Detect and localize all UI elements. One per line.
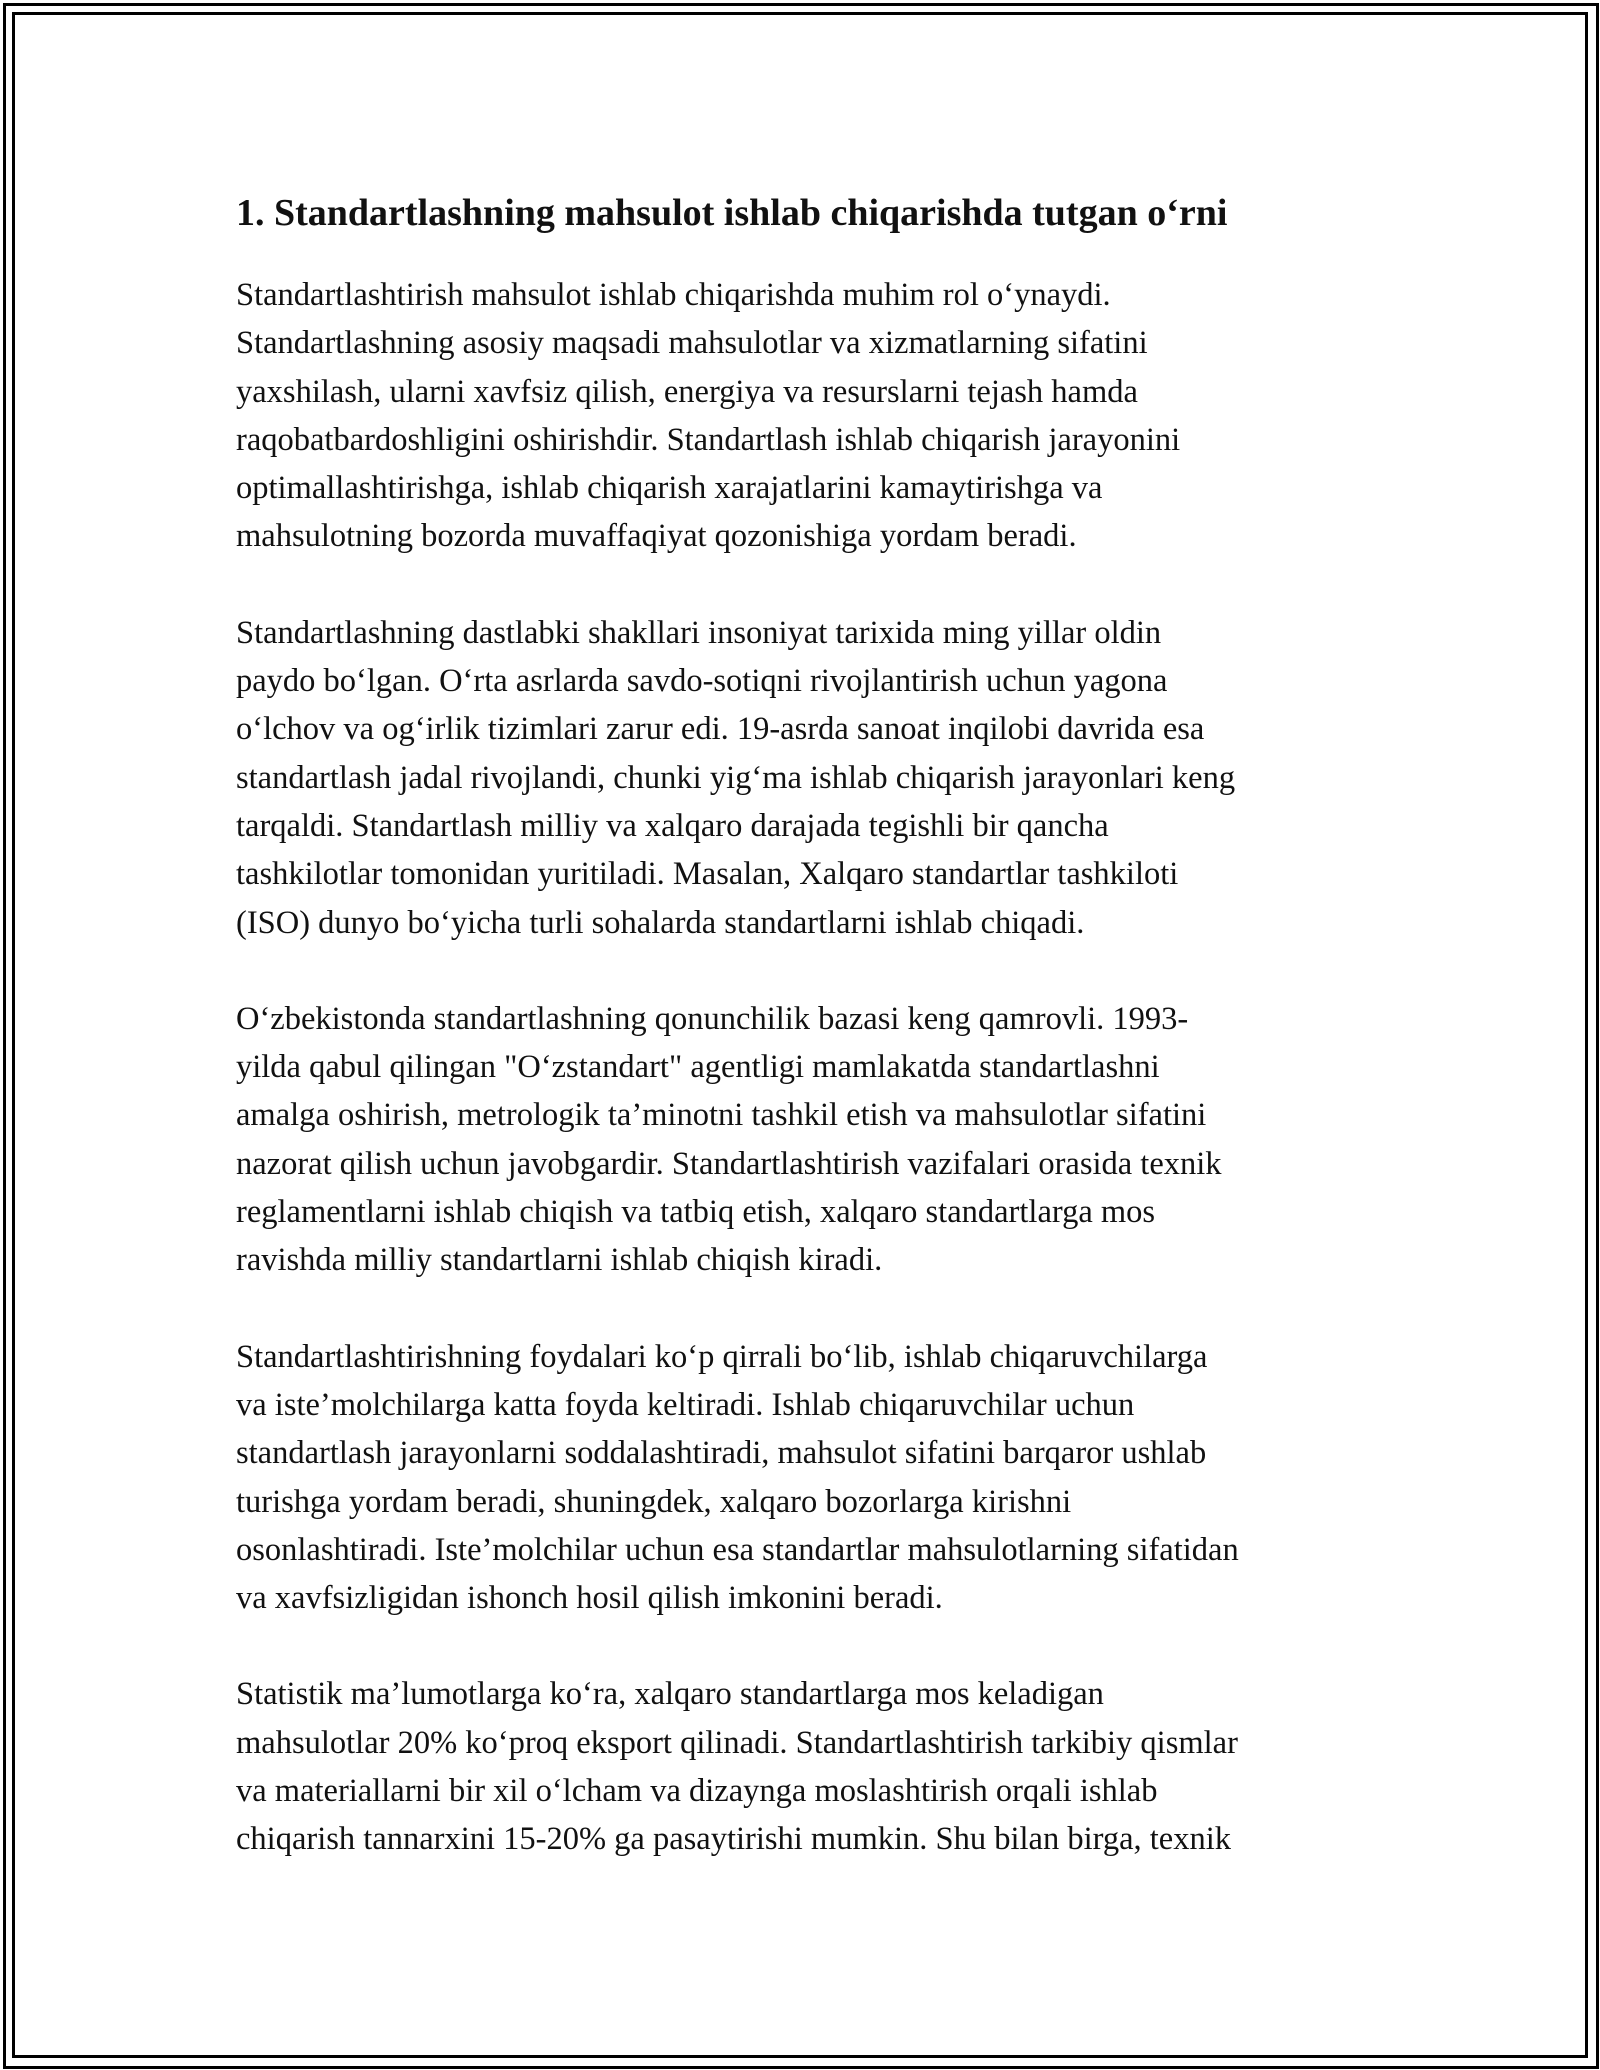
paragraph-line: optimallashtirishga, ishlab chiqarish xarajatlarini kamaytirishga va [236, 470, 1103, 507]
paragraph-line: va iste’molchilarga katta foyda keltiradi. Ishlab chiqaruvchilar uchun [236, 1386, 1135, 1423]
paragraph [236, 1333, 1386, 1623]
paragraph-line: raqobatbardoshligini oshirishdir. Standartlash ishlab chiqarish jarayonini [236, 421, 1181, 458]
paragraph-line: (ISO) dunyo bo‘yicha turli sohalarda standartlarni ishlab chiqadi. [236, 904, 1085, 941]
paragraph-line: paydo bo‘lgan. O‘rta asrlarda savdo-sotiqni rivojlantirish uchun yagona [236, 663, 1168, 700]
paragraph-line: Standartlashning asosiy maqsadi mahsulotlar va xizmatlarning sifatini [236, 325, 1148, 362]
paragraph-line: mahsulotlar 20% ko‘proq eksport qilinadi. Standartlashtirish tarkibiy qismlar [236, 1724, 1238, 1761]
paragraph-line: va materiallarni bir xil o‘lcham va dizaynga moslashtirish orqali ishlab [236, 1773, 1158, 1810]
paragraph-line: ravishda milliy standartlarni ishlab chiqish kiradi. [236, 1242, 883, 1279]
paragraph-line: mahsulotning bozorda muvaffaqiyat qozonishiga yordam beradi. [236, 518, 1077, 555]
paragraph-line: Standartlashtirishning foydalari ko‘p qirrali bo‘lib, ishlab chiqaruvchilarga [236, 1338, 1208, 1375]
paragraph-line: nazorat qilish uchun javobgardir. Standartlashtirish vazifalari orasida texnik [236, 1145, 1222, 1182]
paragraph-line: Statistik ma’lumotlarga ko‘ra, xalqaro standartlarga mos keladigan [236, 1676, 1104, 1713]
paragraph-line: Standartlashtirish mahsulot ishlab chiqarishda muhim rol o‘ynaydi. [236, 277, 1111, 313]
paragraph-line: O‘zbekistonda standartlashning qonunchilik bazasi keng qamrovli. 1993- [236, 1000, 1189, 1037]
paragraph-line: osonlashtiradi. Iste’molchilar uchun esa standartlar mahsulotlarning sifatidan [236, 1531, 1239, 1568]
paragraph-line: tashkilotlar tomonidan yuritiladi. Masalan, Xalqaro standartlar tashkiloti [236, 856, 1179, 893]
paragraph-line: standartlash jarayonlarni soddalashtiradi, mahsulot sifatini barqaror ushlab [236, 1435, 1207, 1472]
paragraph [236, 995, 1386, 1285]
paragraph-line: yaxshilash, ularni xavfsiz qilish, energiya va resurslarni tejash hamda [236, 373, 1138, 410]
paragraph-line: Standartlashning dastlabki shakllari insoniyat tarixida ming yillar oldin [236, 614, 1162, 651]
paragraph-line: amalga oshirish, metrologik ta’minotni tashkil etish va mahsulotlar sifatini [236, 1097, 1207, 1134]
paragraph-line: yilda qabul qilingan "O‘zstandart" agentligi mamlakatda standartlashni [236, 1049, 1160, 1086]
paragraph-line: standartlash jadal rivojlandi, chunki yig‘ma ishlab chiqarish jarayonlari keng [236, 759, 1236, 796]
paragraph-list [236, 271, 1386, 1864]
paragraph-line: tarqaldi. Standartlash milliy va xalqaro darajada tegishli bir qancha [236, 807, 1109, 844]
paragraph-line: va xavfsizligidan ishonch hosil qilish imkonini beradi. [236, 1580, 943, 1617]
document-body [236, 185, 1386, 1912]
paragraph [236, 271, 1386, 561]
paragraph [236, 1670, 1386, 1863]
paragraph-line: reglamentlarni ishlab chiqish va tatbiq etish, xalqaro standartlarga mos [236, 1194, 1156, 1231]
paragraph-line: o‘lchov va og‘irlik tizimlari zarur edi. 19-asrda sanoat inqilobi davrida esa [236, 711, 1205, 748]
paragraph [236, 609, 1386, 947]
paragraph-line: chiqarish tannarxini 15-20% ga pasaytirishi mumkin. Shu bilan birga, texnik [236, 1821, 1231, 1858]
section-heading: 1. Standartlashning mahsulot ishlab chiqarishda tutgan o‘rni [236, 192, 1228, 234]
paragraph-line: turishga yordam beradi, shuningdek, xalqaro bozorlarga kirishni [236, 1483, 1072, 1520]
